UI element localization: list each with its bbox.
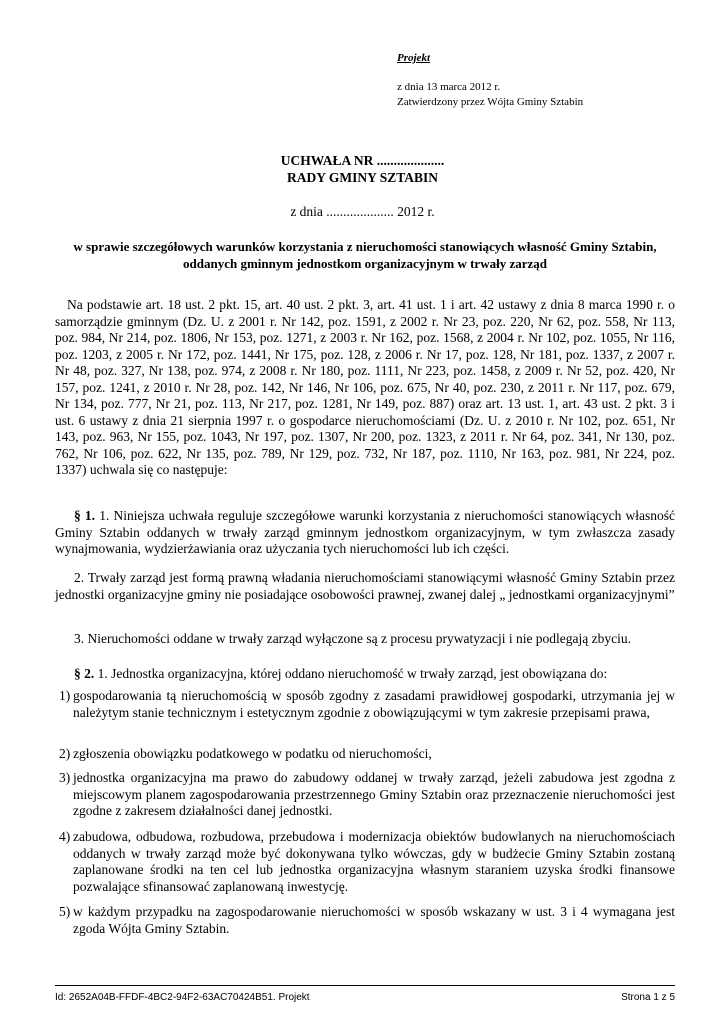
list-item-text: zabudowa, odbudowa, rozbudowa, przebudowa i modernizacja obiektów budowlanych na nieruchomościach oddanych w trwały zarząd może być dokonywana tylko wówczas, gdy w budżecie Gminy Sztabin zostaną zaplanowane środki na ten cel lub jednostka organizacyjna własnym staraniem uzyska środki finansowe pozwalające sfinansować zaplanowaną inwestycję.: [73, 829, 675, 894]
preamble-text: Na podstawie art. 18 ust. 2 pkt. 15, art. 40 ust. 2 pkt. 3, art. 41 ust. 1 i art. 42 ustawy z dnia 8 marca 1990 r. o samorządzie gminnym (Dz. U. z 2001 r. Nr 142, poz. 1591, z 2002 r. Nr 23, poz. 220, Nr 62, poz. 558, Nr 113, poz. 984, Nr 214, poz. 1806, Nr 153, poz. 1271, z 2003 r. Nr 162, poz. 1568, z 2004 r. Nr 102, poz. 1055, Nr 116, poz. 1203, z 2005 r. Nr 172, poz. 1441, Nr 175, poz. 128, z 2006 r. Nr 17, poz. 128, Nr 181, poz. 1337, z 2007 r. Nr 48, poz. 327, Nr 138, poz. 974, z 2008 r. Nr 180, poz. 1111, Nr 223, poz. 1458, z 2009 r. Nr 52, poz. 420, Nr 157, poz. 1241, z 2010 r. Nr 28, poz. 142, Nr 146, Nr 106, poz. 675, Nr 40, poz. 230, z 2011 r. Nr 117, poz. 679, Nr 134, poz. 777, Nr 21, poz. 113, Nr 217, poz. 1281, Nr 149, poz. 887) oraz art. 13 ust. 1, art. 43 ust. 2 pkt. 3 i ust. 6 ustawy z dnia 21 sierpnia 1997 r. o gospodarce nieruchomościami (Dz. U. z 2010 r. Nr 102, poz. 651, Nr 143, poz. 963, Nr 155, poz. 1043, Nr 197, poz. 1307, Nr 200, poz. 1323, z 2011 r. Nr 64, poz. 341, Nr 130, poz. 762, Nr 106, poz. 622, Nr 135, poz. 789, Nr 129, poz. 732, Nr 187, poz. 1110, Nr 163, poz. 981, Nr 224, poz. 1337) uchwala się co następuje:: [55, 297, 675, 477]
council-name: RADY GMINY SZTABIN: [286, 170, 438, 185]
section-2-intro: [55, 666, 675, 683]
list-item-text: zgłoszenia obowiązku podatkowego w podatku od nieruchomości,: [73, 746, 432, 761]
list-item-number: 2): [59, 746, 71, 761]
list-item-text: gospodarowania tą nieruchomością w sposób zgodny z zasadami prawidłowej gospodarki, utrzymania jej w należytym stanie technicznym i estetycznym zgodnie z obowiązującymi w tym zakresie przepisami prawa,: [73, 688, 675, 720]
draft-date: z dnia 13 marca 2012 r.: [397, 81, 501, 93]
list-item-number: 5): [59, 904, 71, 919]
list-item-number: 1): [59, 688, 71, 703]
section-1-paragraph-3: [55, 631, 675, 648]
resolution-subject: w sprawie szczegółowych warunków korzystania z nieruchomości stanowiących własność Gminy Sztabin, oddanych gminnym jednostkom organizacyjnym w trwały zarząd: [73, 239, 657, 271]
list-item: [55, 829, 675, 895]
list-item: [55, 746, 675, 763]
section-2-intro-text: 1. Jednostka organizacyjna, której oddano nieruchomość w trwały zarząd, jest obowiązana do:: [97, 666, 608, 681]
document-meta: [397, 80, 583, 110]
footer-divider: [55, 985, 675, 986]
approved-by: Zatwierdzony przez Wójta Gminy Sztabin: [397, 96, 584, 108]
list-item-text: jednostka organizacyjna ma prawo do zabudowy oddanej w trwały zarząd, jeżeli zabudowa jest zgodna z miejscowym planem zagospodarowania przestrzennego Gminy Sztabin oraz przeznaczenie nieruchomości jest zgodne z zakresem działalności danej jednostki.: [73, 770, 675, 818]
section-1-p3-text: 3. Nieruchomości oddane w trwały zarząd wyłączone są z procesu prywatyzacji i nie podlegają zbyciu.: [74, 631, 632, 646]
page-number: Strona 1 z 5: [621, 992, 675, 1003]
section-1-paragraph-1: [55, 508, 675, 558]
section-1-mark: § 1.: [74, 508, 96, 523]
section-2-mark: § 2.: [74, 666, 95, 681]
section-1-p2-text: 2. Trwały zarząd jest formą prawną władania nieruchomościami stanowiącymi własność Gminy Sztabin przez jednostki organizacyjne gminy nie posiadające osobowości prawnej, zwanej dalej „ jednostkami organizacyjnymi”: [55, 570, 675, 602]
list-item: [55, 770, 675, 820]
document-id: Id: 2652A04B-FFDF-4BC2-94F2-63AC70424B51. Projekt: [55, 992, 310, 1003]
projekt-label: Projekt: [397, 52, 430, 64]
list-item-text: w każdym przypadku na zagospodarowanie nieruchomości w sposób wskazany w ust. 3 i 4 wymagana jest zgoda Wójta Gminy Sztabin.: [73, 904, 675, 936]
list-item-number: 4): [59, 829, 71, 844]
preamble: [55, 297, 675, 479]
resolution-date: z dnia .................... 2012 r.: [290, 204, 435, 219]
section-1-p1-text: 1. Niniejsza uchwała reguluje szczegółowe warunki korzystania z nieruchomości stanowiących własność Gminy Sztabin oddanych w trwały zarząd gminnym jednostkom organizacyjnym, w tym zwłaszcza zasady wynajmowania, wydzierżawiania oraz użyczania tych nieruchomości lub ich części.: [55, 508, 676, 556]
resolution-number: UCHWAŁA NR ....................: [280, 153, 445, 168]
section-1-paragraph-2: [55, 570, 675, 603]
list-item: [55, 688, 675, 721]
list-item: [55, 904, 675, 937]
list-item-number: 3): [59, 770, 71, 785]
